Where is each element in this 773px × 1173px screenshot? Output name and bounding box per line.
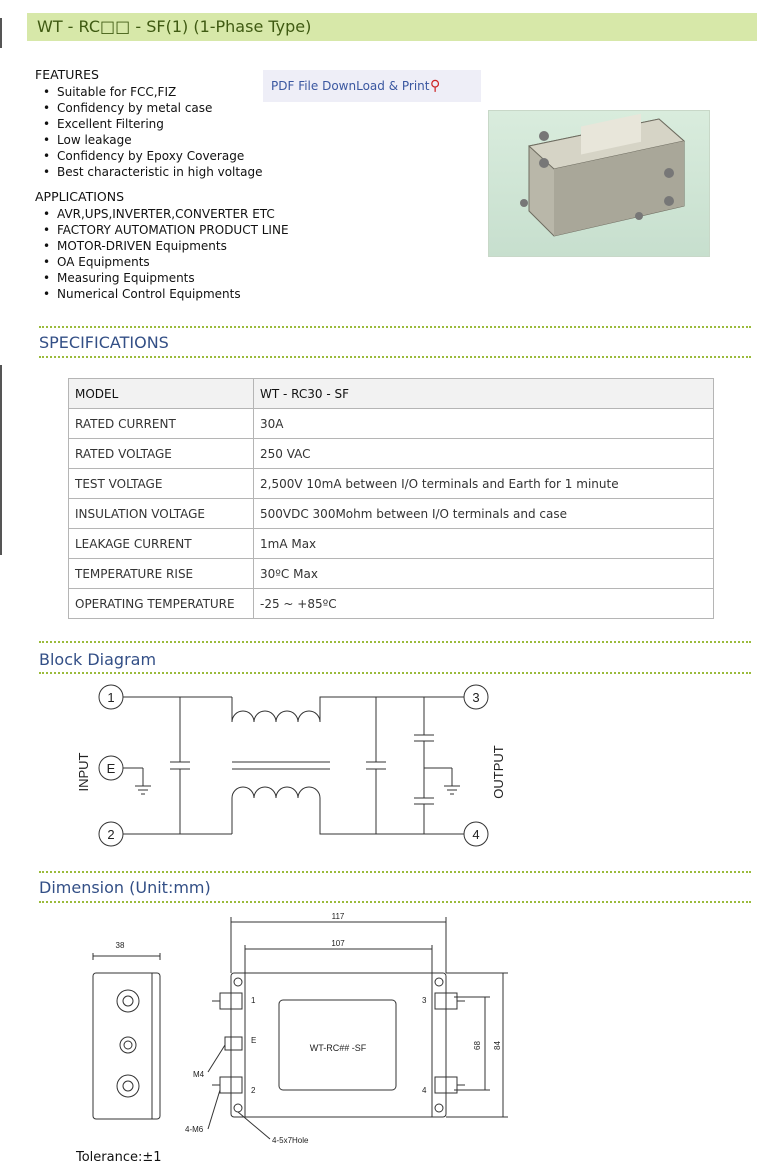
table-row	[69, 409, 714, 439]
list-item: • Confidency by Epoxy Coverage	[43, 148, 262, 164]
overall-height-label: 84	[493, 1041, 502, 1050]
spec-key: INSULATION VOLTAGE	[69, 499, 254, 529]
divider	[39, 901, 751, 903]
overall-width-label: 117	[331, 912, 345, 921]
divider	[39, 672, 751, 674]
list-item: • Confidency by metal case	[43, 100, 262, 116]
terminal-2-label: 2	[107, 827, 115, 842]
tolerance-note: Tolerance:±1	[76, 1150, 162, 1165]
divider	[39, 641, 751, 643]
table-row	[69, 589, 714, 619]
list-item: • AVR,UPS,INVERTER,CONVERTER ETC	[43, 206, 289, 222]
product-photo	[488, 110, 710, 257]
input-label: INPUT	[76, 752, 91, 792]
pin-e-label: E	[251, 1036, 257, 1045]
specifications-heading: SPECIFICATIONS	[39, 333, 169, 352]
spec-value: 30A	[254, 409, 714, 439]
applications-list	[43, 206, 289, 302]
spec-value: 250 VAC	[254, 439, 714, 469]
pin-3-label: 3	[422, 996, 427, 1005]
divider	[39, 326, 751, 328]
terminal-4-label: 4	[472, 827, 480, 842]
m4-callout: M4	[193, 1070, 205, 1079]
list-item: • Numerical Control Equipments	[43, 286, 289, 302]
spec-value: 500VDC 300Mohm between I/O terminals and case	[254, 499, 714, 529]
spec-key: TEST VOLTAGE	[69, 469, 254, 499]
body-model-label: WT-RC## -SF	[309, 1043, 367, 1053]
spec-value: WT - RC30 - SF	[254, 379, 714, 409]
inner-width-label: 107	[331, 939, 345, 948]
spec-key: TEMPERATURE RISE	[69, 559, 254, 589]
page-title: WT - RC□□ - SF(1) (1-Phase Type)	[37, 17, 312, 36]
table-row	[69, 469, 714, 499]
terminal-e-label: E	[106, 761, 116, 776]
pin-4-label: 4	[422, 1086, 427, 1095]
spec-value: 2,500V 10mA between I/O terminals and Earth for 1 minute	[254, 469, 714, 499]
dimension-drawing	[70, 905, 530, 1150]
side-width-label: 38	[115, 941, 125, 950]
pdf-icon[interactable]: ⚲	[430, 78, 441, 94]
terminal-1-label: 1	[107, 690, 115, 705]
spec-key: OPERATING TEMPERATURE	[69, 589, 254, 619]
title-bar	[27, 13, 757, 41]
pin-1-label: 1	[251, 996, 256, 1005]
pdf-download-button[interactable]	[263, 70, 481, 102]
terminal-3-label: 3	[472, 690, 480, 705]
list-item: • MOTOR-DRIVEN Equipments	[43, 238, 289, 254]
features-list	[43, 84, 262, 180]
divider	[39, 356, 751, 358]
list-item: • Measuring Equipments	[43, 270, 289, 286]
spec-table	[68, 378, 714, 619]
spec-key: RATED VOLTAGE	[69, 439, 254, 469]
features-heading: FEATURES	[35, 67, 99, 82]
spec-value: -25 ~ +85ºC	[254, 589, 714, 619]
table-row	[69, 559, 714, 589]
inner-height-label: 68	[473, 1041, 482, 1050]
table-row	[69, 379, 714, 409]
list-item: • OA Equipments	[43, 254, 289, 270]
left-edge-mark	[0, 18, 2, 48]
spec-key: LEAKAGE CURRENT	[69, 529, 254, 559]
filter-illustration	[489, 111, 709, 256]
list-item: • Low leakage	[43, 132, 262, 148]
list-item: • Suitable for FCC,FIZ	[43, 84, 262, 100]
m6-callout: 4-M6	[185, 1125, 204, 1134]
table-row	[69, 439, 714, 469]
block-diagram	[70, 680, 530, 855]
divider	[39, 871, 751, 873]
pin-2-label: 2	[251, 1086, 256, 1095]
block-diagram-heading: Block Diagram	[39, 650, 157, 669]
spec-key: MODEL	[69, 379, 254, 409]
spec-key: RATED CURRENT	[69, 409, 254, 439]
pdf-download-label[interactable]: PDF File DownLoad & Print	[271, 79, 430, 93]
list-item: • FACTORY AUTOMATION PRODUCT LINE	[43, 222, 289, 238]
left-edge-mark	[0, 365, 2, 555]
list-item: • Best characteristic in high voltage	[43, 164, 262, 180]
table-row	[69, 499, 714, 529]
hole-callout: 4-5x7Hole	[272, 1136, 309, 1145]
table-row	[69, 529, 714, 559]
dimension-heading: Dimension (Unit:mm)	[39, 878, 211, 897]
list-item: • Excellent Filtering	[43, 116, 262, 132]
spec-value: 1mA Max	[254, 529, 714, 559]
spec-value: 30ºC Max	[254, 559, 714, 589]
output-label: OUTPUT	[491, 745, 506, 799]
applications-heading: APPLICATIONS	[35, 189, 125, 204]
